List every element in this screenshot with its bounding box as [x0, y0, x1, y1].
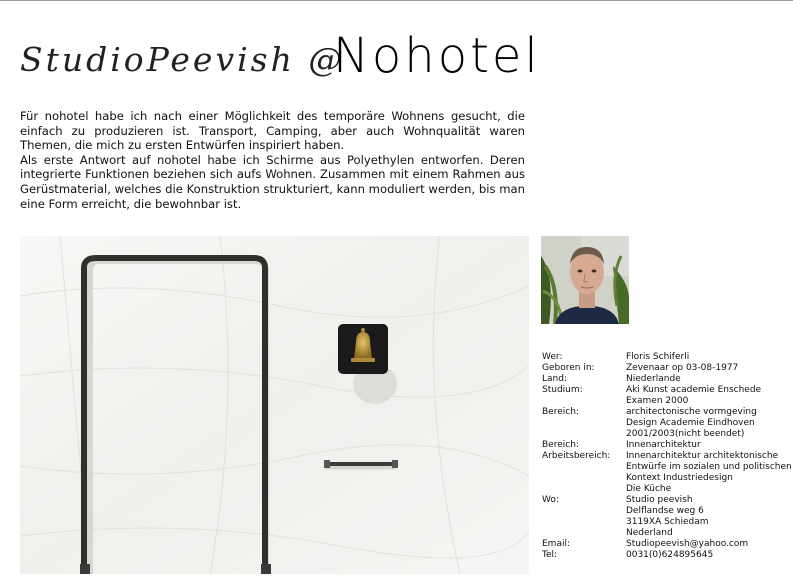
- intro-paragraph-1: Für nohotel habe ich nach einer Möglichkeit des temporäre Wohnens gesucht, die einfach zu produzieren ist. Transport, Camping, aber auch Wohnqualität waren Themen, die mich zu ersten Entwürfen inspiriert haben.: [20, 109, 525, 153]
- info-value: Entwürfe im sozialen und politischen: [626, 462, 792, 472]
- info-label: Bereich:: [542, 440, 579, 450]
- info-row: [542, 407, 792, 418]
- info-row: [542, 363, 792, 374]
- info-label: Tel:: [542, 550, 558, 560]
- info-label: [542, 473, 626, 484]
- info-value: 3119XA Schiedam: [626, 517, 709, 527]
- info-value: 2001/2003(nicht beendet): [626, 429, 745, 439]
- info-label: Bereich:: [542, 407, 579, 417]
- info-value: architectonische vormgeving: [626, 407, 757, 417]
- info-row: [542, 396, 792, 407]
- info-value: Studiopeevish@yahoo.com: [626, 539, 749, 549]
- portrait-photo: [541, 236, 629, 324]
- info-value: Nederland: [626, 528, 673, 538]
- intro-text: [20, 109, 525, 211]
- info-label: Arbeitsbereich:: [542, 451, 611, 461]
- info-row: [542, 539, 792, 550]
- product-photo: [20, 236, 529, 574]
- info-label: Land:: [542, 374, 567, 384]
- info-row: [542, 451, 792, 462]
- info-row: [542, 418, 792, 429]
- info-value: Innenarchitektur: [626, 440, 701, 450]
- intro-paragraph-2: Als erste Antwort auf nohotel habe ich Schirme aus Polyethylen entworfen. Deren integrierte Funktionen beziehen sich aufs Wohnen. Zusammen mit einem Rahmen aus Gerüstmaterial, welches die Konstruktion strukturiert, kann moduliert werden, bis man eine Form erreicht, die bewohnbar ist.: [20, 152, 525, 211]
- info-value: Zevenaar op 03-08-1977: [626, 363, 739, 373]
- info-row: [542, 473, 792, 484]
- info-row: [542, 385, 792, 396]
- info-label: [542, 429, 626, 440]
- info-row: [542, 517, 792, 528]
- info-label: [542, 506, 626, 517]
- info-value: Examen 2000: [626, 396, 689, 406]
- info-label: [542, 528, 626, 539]
- info-label: Email:: [542, 539, 571, 549]
- info-value: Delflandse weg 6: [626, 506, 704, 516]
- info-row: [542, 484, 792, 495]
- info-label: Wo:: [542, 495, 559, 505]
- info-value: Innenarchitektur architektonische: [626, 451, 779, 461]
- info-row: [542, 374, 792, 385]
- info-label: [542, 396, 626, 407]
- info-row: [542, 352, 792, 363]
- info-list: [542, 352, 792, 561]
- info-row: [542, 550, 792, 561]
- info-value: Niederlande: [626, 374, 681, 384]
- info-row: [542, 495, 792, 506]
- nohotel-logo: Nohotel: [333, 28, 541, 84]
- info-label: [542, 462, 626, 473]
- info-value: Aki Kunst academie Enschede: [626, 385, 762, 395]
- info-value: Die Küche: [626, 484, 672, 494]
- info-row: [542, 528, 792, 539]
- info-label: Geboren in:: [542, 363, 595, 373]
- top-divider: [0, 0, 793, 1]
- info-value: Kontext Industriedesign: [626, 473, 733, 483]
- info-value: Studio peevish: [626, 495, 693, 505]
- page-header: [20, 30, 540, 90]
- info-row: [542, 440, 792, 451]
- info-label: Studium:: [542, 385, 583, 395]
- info-row: [542, 506, 792, 517]
- info-row: [542, 429, 792, 440]
- info-row: [542, 462, 792, 473]
- info-label: [542, 418, 626, 429]
- info-value: Design Academie Eindhoven: [626, 418, 755, 428]
- info-value: Floris Schiferli: [626, 352, 690, 362]
- info-value: 0031(0)624895645: [626, 550, 714, 560]
- studio-title: StudioPeevish @: [20, 40, 345, 79]
- info-label: [542, 484, 626, 495]
- info-label: Wer:: [542, 352, 563, 362]
- info-label: [542, 517, 626, 528]
